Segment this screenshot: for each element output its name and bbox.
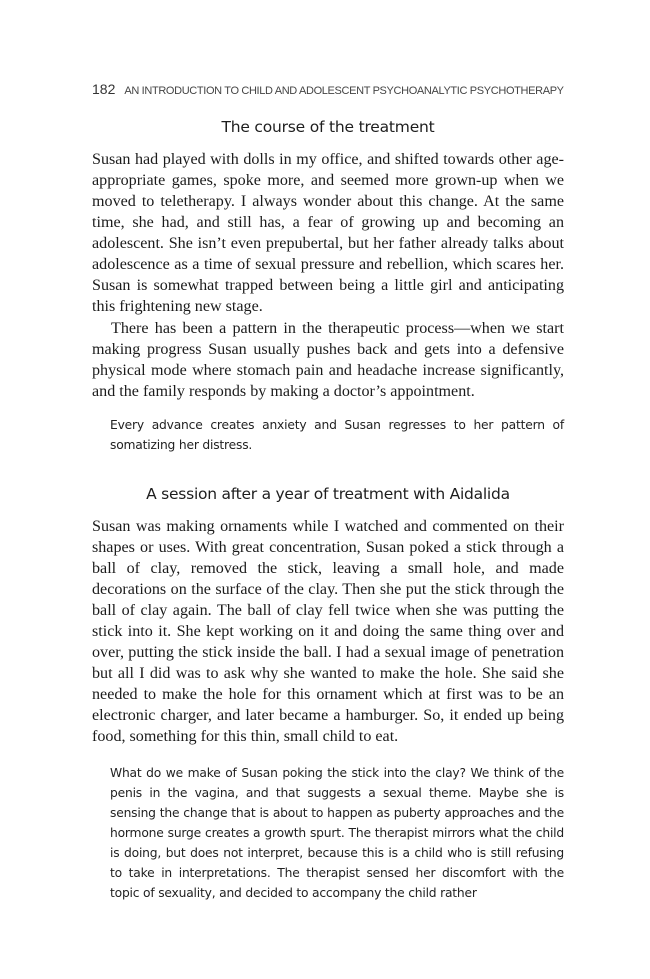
section-heading-session: A session after a year of treatment with Aidalida <box>146 485 510 503</box>
body-paragraph: Susan had played with dolls in my office, and shifted towards other age-appropriate games, spoke more, and seemed more grown-up when we moved to teletherapy. I always wonder about this change. At the same time, she had, and still has, a fear of growing up and becoming an adolescent. She isn’t even prepubertal, but her father already talks about adolescence as a time of sexual pressure and rebellion, which scares her. Susan is somewhat trapped between being a little girl and anticipating this frightening new stage. <box>92 151 564 315</box>
body-paragraph: Susan was making ornaments while I watched and commented on their shapes or uses. With great concentration, Susan poked a stick through a ball of clay, removed the stick, leaving a small hole, and made decorations on the surface of the clay. Then she put the stick through the ball of clay again. The ball of clay fell twice when she was putting the stick into it. She kept working on it and doing the same thing over and over, putting the stick inside the ball. I had a sexual image of penetration but all I did was to ask why she wanted to make the hole. She said she needed to make the hole for this ornament which at first was to be an electronic charger, and later became a hamburger. So, it ended up being food, something for this thin, small child to eat. <box>92 518 564 745</box>
commentary-paragraph: Every advance creates anxiety and Susan regresses to her pattern of somatizing her distress. <box>110 418 564 452</box>
running-header <box>92 81 572 101</box>
page-number: 182 <box>92 81 116 97</box>
commentary-paragraph: What do we make of Susan poking the stick into the clay? We think of the penis in the vagina, and that suggests a sexual theme. Maybe she is sensing the change that is about to happen as puberty approaches and the hormone surge creates a growth spurt. The therapist mirrors what the child is doing, but does not interpret, because this is a child who is still refusing to take in interpretations. The therapist sensed her discomfort with the topic of sexuality, and decided to accompany the child rather <box>110 766 564 900</box>
body-paragraph: There has been a pattern in the therapeutic process—when we start making progress Susan usually pushes back and gets into a defensive physical mode where stomach pain and headache increase significantly, and the family responds by making a doctor’s appointment. <box>92 320 564 400</box>
running-title: AN INTRODUCTION TO CHILD AND ADOLESCENT PSYCHOANALYTIC PSYCHOTHERAPY <box>124 85 564 97</box>
section-heading-course-of-treatment: The course of the treatment <box>221 118 435 136</box>
